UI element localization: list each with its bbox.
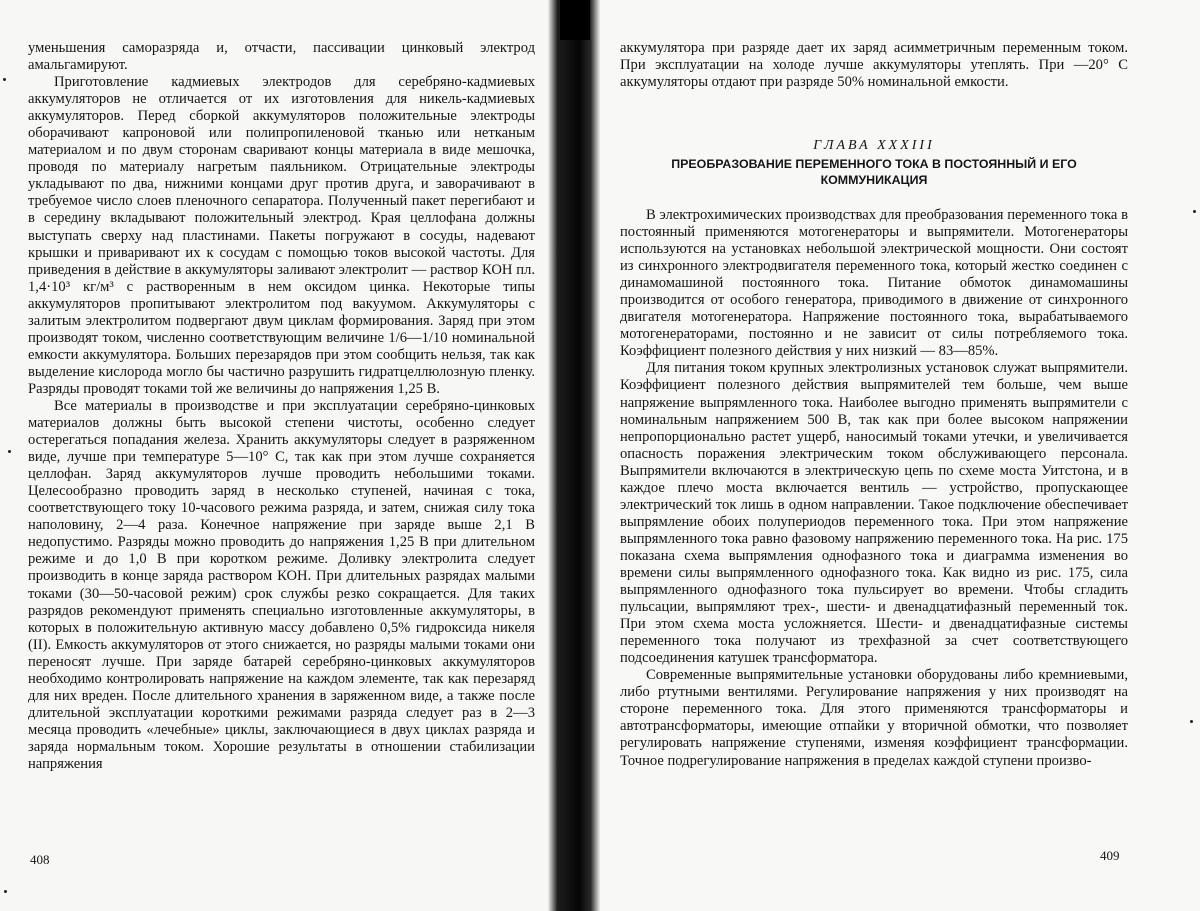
paragraph: Приготовление кадмиевых электродов для серебряно-кадмиевых аккумуляторов не отличается от их изготовления для никель-кадмиевых аккумуляторов. Перед сборкой аккумуляторов положительные электроды оборачивают капроновой или полипропиленовой тканью или нетканым материалом и по двум сторонам сваривают концы материала в виде мешочка, проводя по материалу нагретым паяльником. Отрицательные электроды укладывают по два, нижними концами друг против друга, и заворачивают в требуемое число слоев пленочного сепаратора. Полученный пакет перегибают и в середину вкладывают положительный электрод. Края целлофана должны выступать сверху над пластинами. Пакеты погружают в сосуды, надевают крышки и приваривают их к сосудам с помощью токов высокой частоты. Для приведения в действие в аккумуляторы заливают электролит — раствор КОН пл. 1,4·10³ кг/м³ с растворенным в нем оксидом цинка. Некоторые типы аккумуляторов пропитывают электролитом под вакуумом. Аккумуляторы с залитым электролитом подвергают двум циклам формирования. Заряд при этом производят током, численно соответствующим величине 1/6—1/10 номинальной емкости аккумулятора. Больших перезарядов при этом сообщить нельзя, так как выделение кислорода могло бы частично разрушить гидратцеллюлозную пленку. Разряды проводят токами той же величины до напряжения 1,25 В. <box>28 74 535 397</box>
paragraph: Современные выпрямительные установки оборудованы либо кремниевыми, либо ртутными вентилями. Регулирование напряжения у них производят на стороне переменного тока. Для этого применяются трансформаторы и автотрансформаторы, имеющие отпайки у вторичной обмотки, что позволяет регулировать напряжение ступенями, изменяя коэффициент трансформации. Точное подрегулирование напряжения в пределах каждой ступени произво- <box>620 667 1128 769</box>
chapter-title: ПРЕОБРАЗОВАНИЕ ПЕРЕМЕННОГО ТОКА В ПОСТОЯННЫЙ И ЕГО КОММУНИКАЦИЯ <box>671 157 1077 187</box>
chapter-label: ГЛАВА XXXIII <box>813 138 935 153</box>
right-page-text <box>620 207 1128 770</box>
scan-speck <box>8 450 11 453</box>
paragraph: Для питания током крупных электролизных установок служат выпрямители. Коэффициент полезного действия выпрямителей тем больше, чем выше напряжение выпрямленного тока. Наиболее выгодно применять выпрямители с номинальным напряжением 500 В, так как при более высоком напряжении непропорционально растет ущерб, наносимый токами утечки, и увеличивается опасность поражения электрическим током обслуживающего персонала. Выпрямители включаются в электрическую цепь по схеме моста Уитстона, и в каждое плечо моста включается вентиль — устройство, пропускающее электрический ток лишь в одном направлении. Такое подключение обеспечивает выпрямление обоих полупериодов переменного тока. При этом напряжение выпрямленного тока равно фазовому напряжению переменного тока. На рис. 175 показана схема выпрямления однофазного тока и диаграмма изменения во времени силы выпрямленного однофазного тока. Как видно из рис. 175, сила выпрямленного однофазного тока пульсирует во времени. Чтобы сгладить пульсации, выпрямляют трех-, шести- и двенадцатифазный переменный ток. При этом схема моста усложняется. Шести- и двенадцатифазные системы переменного тока получают из трехфазной за счет соответствующего подсоединения катушек трансформатора. <box>620 360 1128 667</box>
scan-speck <box>3 78 6 81</box>
left-page-text <box>28 40 535 773</box>
paragraph: В электрохимических производствах для преобразования переменного тока в постоянный применяются мотогенераторы и выпрямители. Мотогенераторы используются на установках небольшой электрической мощности. Они состоят из синхронного электродвигателя переменного тока, который жестко соединен с динамомашиной постоянного тока. Питание обмоток динамомашины производится от особого генератора, приводимого в движение от синхронного двигателя мотогенератора. Напряжение постоянного тока, вырабатываемого мотогенераторами, постоянно и не зависит от силы потребляемого тока. Коэффициент полезного действия у них низкий — 83—85%. <box>620 207 1128 360</box>
book-gutter <box>548 0 600 911</box>
page-number-left: 408 <box>30 852 50 867</box>
right-page-top-text <box>620 40 1128 91</box>
paragraph: Все материалы в производстве и при эксплуатации серебряно-цинковых материалов должны быть высокой степени чистоты, особенно следует остерегаться попадания железа. Хранить аккумуляторы следует в разряженном виде, лучше при температуре 5—10° С, так как при этом лучше сохраняется целлофан. Заряд аккумуляторов лучше проводить небольшими токами. Целесообразно проводить заряд в несколько ступеней, начиная с тока, соответствующего току 10-часового режима разряда, и затем, снижая силу тока наполовину, 2—4 раза. Конечное напряжение при заряде выше 2,1 В недопустимо. Разряды можно проводить до напряжения 1,25 В при длительном режиме и до 1,0 В при коротком режиме. Доливку электролита следует производить в конце заряда раствором КОН. При длительных разрядах малыми токами (30—50-часовой режим) срок службы резко сокращается. Для таких разрядов рекомендуют применять специально изготовленные аккумуляторы, в которых в положительную активную массу добавлено 0,5% гидроксида никеля (II). Емкость аккумуляторов от этого снижается, но разряды малыми токами они переносят лучше. При заряде батарей серебряно-цинковых аккумуляторов необходимо контролировать напряжение на каждом элементе, так как перезаряд для них вреден. После длительного хранения в заряженном виде, а также после длительной эксплуатации короткими режимами разряда следует раз в 2—3 месяца проводить «лечебные» циклы, заключающиеся в двух циклах разряда и заряда нормальным током. Хорошие результаты в отношении стабилизации напряжения <box>28 397 535 772</box>
paragraph: уменьшения саморазряда и, отчасти, пассивации цинковый электрод амальгамируют. <box>28 40 535 74</box>
gutter-shadow <box>560 0 590 40</box>
scan-speck <box>1190 720 1193 723</box>
scan-speck <box>4 890 7 893</box>
scan-speck <box>1193 210 1196 213</box>
page-number-right: 409 <box>1100 848 1120 863</box>
paragraph: аккумулятора при разряде дает их заряд асимметричным переменным током. При эксплуатации на холоде лучше аккумуляторы утеплять. При —20° С аккумуляторы отдают при разряде 50% номинальной емкости. <box>620 40 1128 91</box>
